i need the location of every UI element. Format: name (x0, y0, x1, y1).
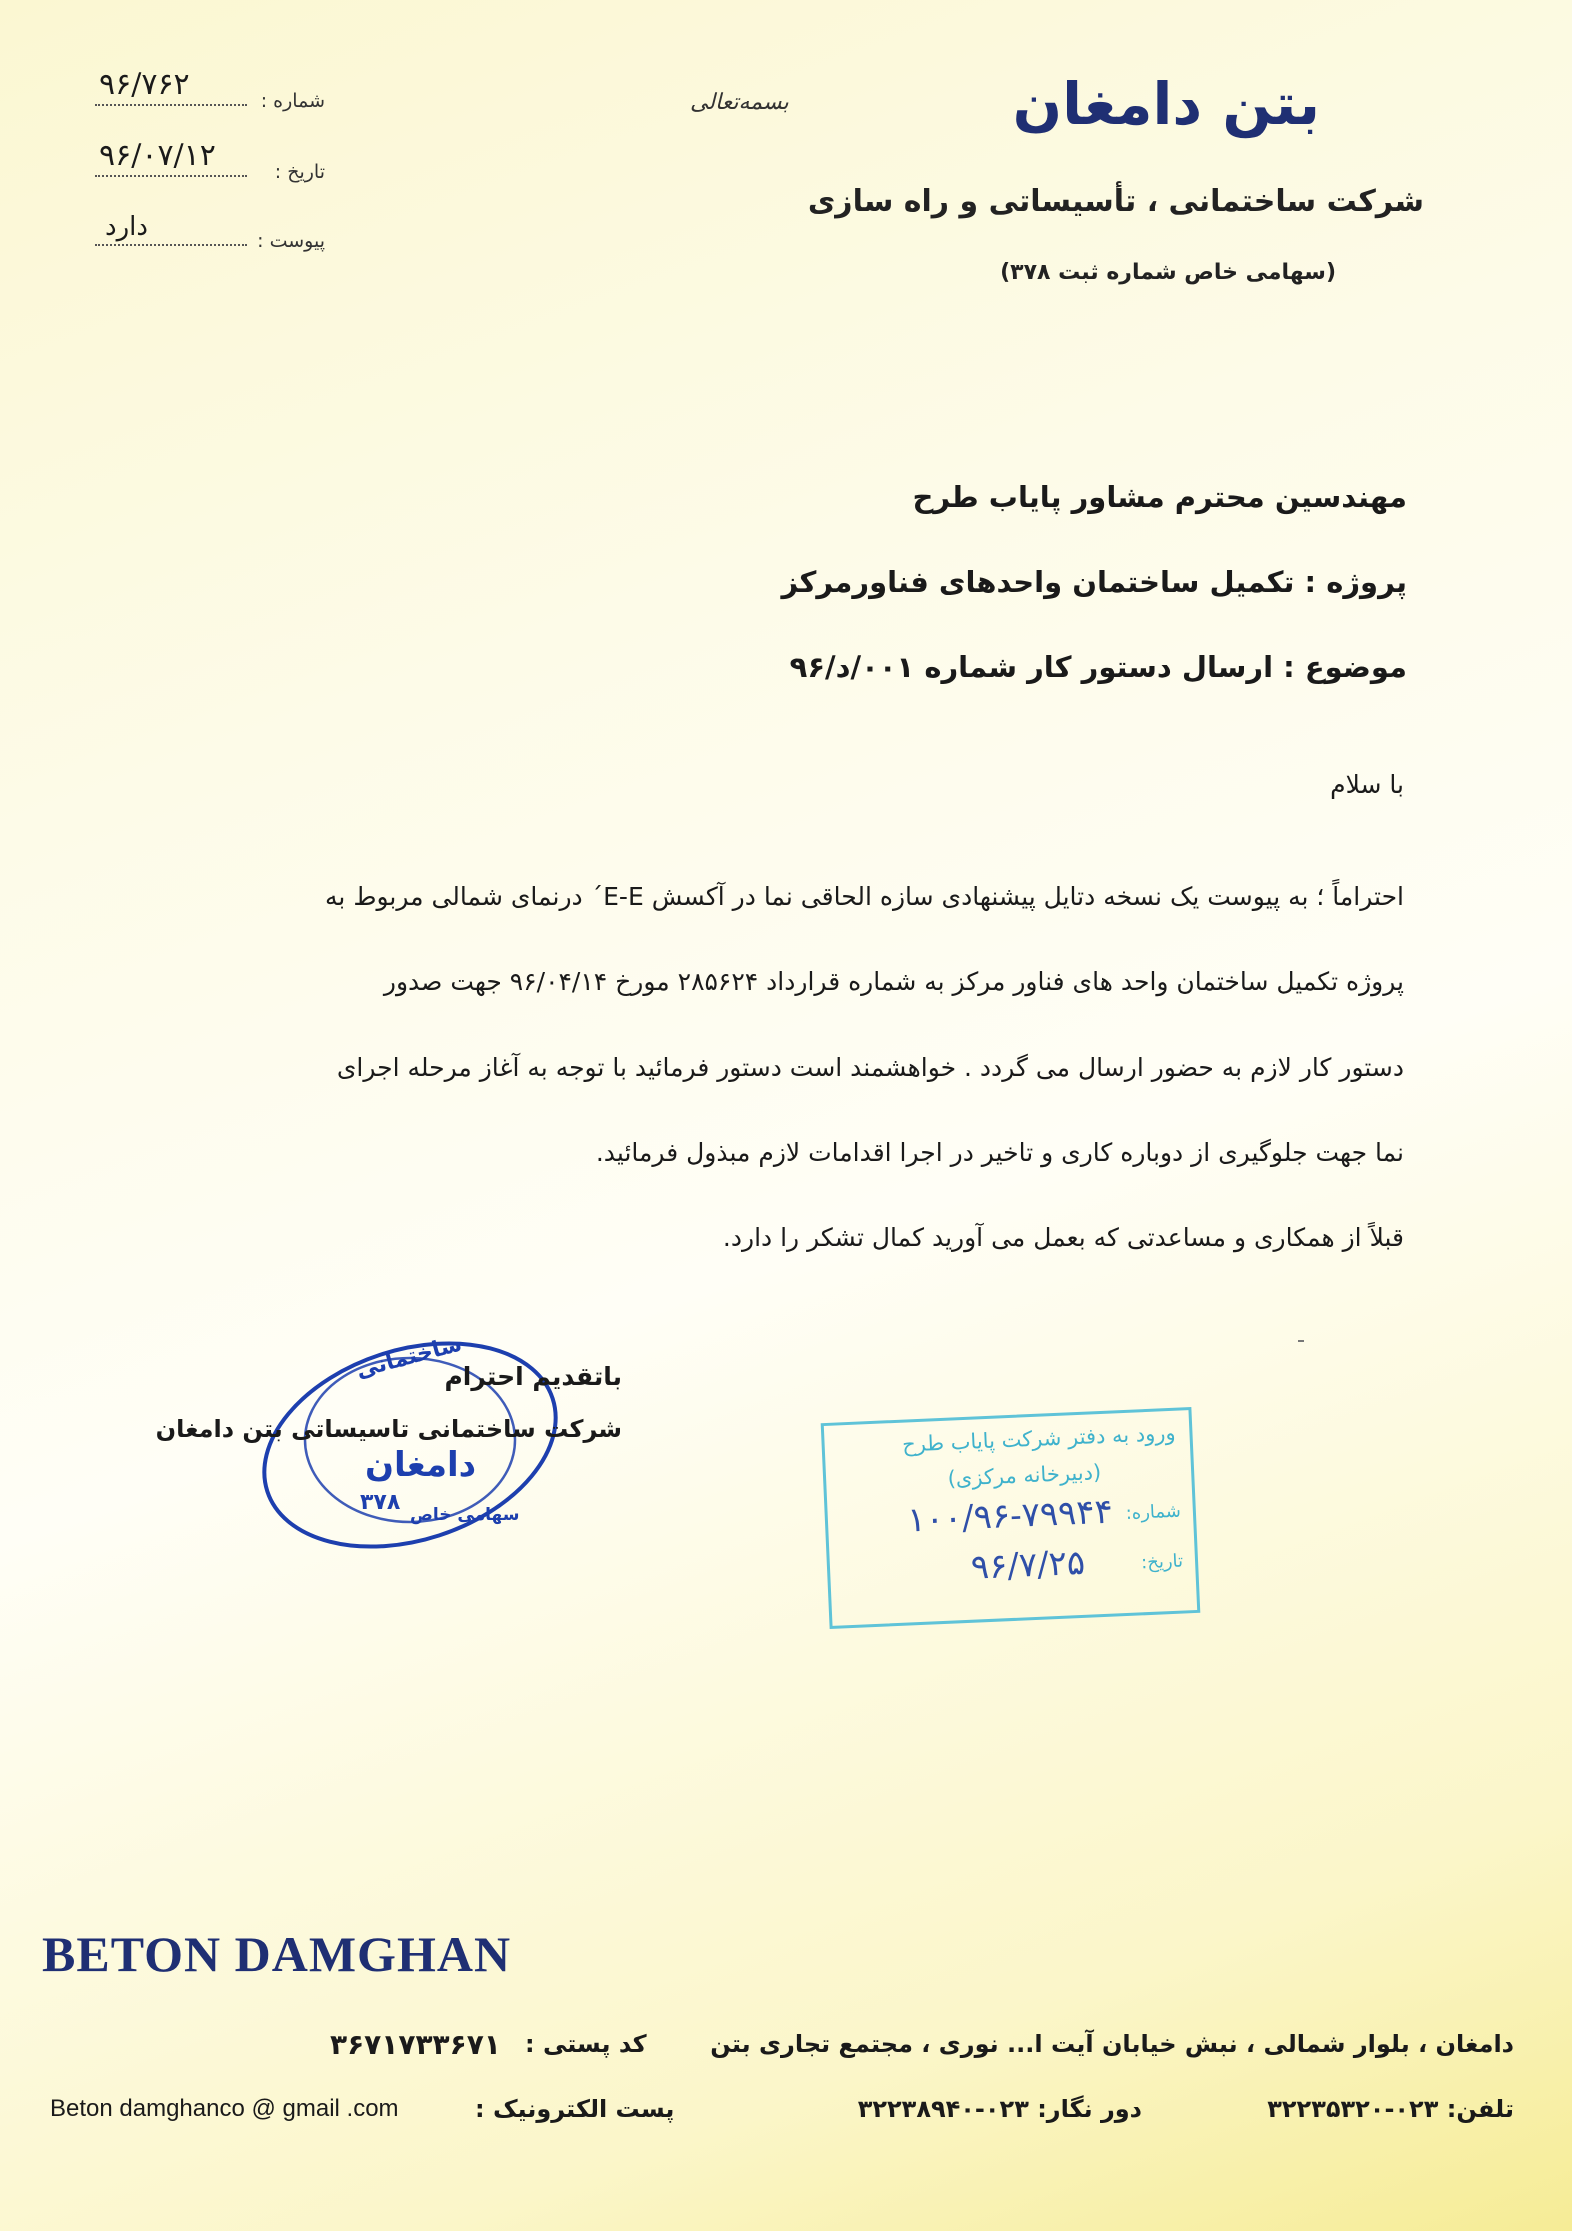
closing: باتقدیم احترام (444, 1362, 622, 1391)
fax: دور نگار: ۰۲۳-۳۲۲۳۸۹۴۰ (857, 2095, 1142, 2123)
letter-number-row (95, 67, 325, 112)
company-seal (245, 1325, 575, 1565)
recipient: مهندسین محترم مشاور پایاب طرح (912, 480, 1407, 514)
body-line-1: احتراماً ؛ به پیوست یک نسخه دتایل پیشنهادی سازه الحاقی نما در آکسش E-E´ درنمای شمالی مربوط به (325, 882, 1404, 911)
letter-number-value: ۹۶/۷۶۲ (99, 67, 190, 102)
seal-text-4: سهامی خاص (410, 1505, 520, 1525)
seal-text-2: دامغان (365, 1445, 477, 1485)
greeting: با سلام (1330, 770, 1404, 799)
body-line-5: قبلاً از همکاری و مساعدتی که بعمل می آورید کمال تشکر را دارد. (722, 1223, 1404, 1252)
body-line-3: دستور کار لازم به حضور ارسال می گردد . خواهشمند است دستور فرمائید با توجه به آغاز مرحله اجرای (336, 1053, 1404, 1082)
letter-attachment-label: پیوست : (257, 230, 325, 252)
company-registration: (سهامی خاص شماره ثبت ۳۷۸) (1000, 260, 1336, 285)
dotted-line (95, 104, 247, 106)
subject-line: موضوع : ارسال دستور کار شماره ۰۰۱/د/۹۶ (789, 650, 1407, 684)
stamp-number-label: شماره: (1125, 1500, 1182, 1524)
letter-number-label: شماره : (260, 90, 325, 112)
seal-text-1: ساختمانی (353, 1331, 465, 1384)
stamp-title: ورود به دفتر شرکت پایاب طرح (901, 1420, 1176, 1457)
letter-date-label: تاریخ : (274, 161, 325, 183)
email-label: پست الکترونیک : (475, 2095, 675, 2123)
company-title: شرکت ساختمانی ، تأسیساتی و راه سازی (807, 184, 1424, 219)
project-line: پروژه : تکمیل ساختمان واحدهای فناورمرکز (781, 565, 1407, 599)
basmala: بسمه‌تعالی (690, 90, 789, 115)
postal-code-value: ۳۶۷۱۷۳۳۶۷۱ (330, 2028, 501, 2061)
body-line-2: پروژه تکمیل ساختمان واحد های فناور مرکز به شماره قرارداد ۲۸۵۶۲۴ مورخ ۹۶/۰۴/۱۴ جهت صدور (383, 967, 1404, 996)
seal-text-3: ۳۷۸ (360, 1490, 401, 1515)
brand-logo-fa: بتن دامغان (1012, 70, 1320, 138)
stamp-subtitle: (دبیرخانه مرکزی) (947, 1460, 1102, 1491)
signatory: شرکت ساختمانی تاسیساتی بتن دامغان (155, 1415, 622, 1443)
letter-date-value: ۹۶/۰۷/۱۲ (99, 138, 216, 173)
letter-attachment-row (95, 212, 325, 252)
brand-logo-en: BETON DAMGHAN (42, 1926, 512, 1982)
margin-mark (1298, 1340, 1304, 1342)
telephone: تلفن: ۰۲۳-۳۲۲۳۵۳۲۰ (1267, 2095, 1514, 2123)
letter-attachment-value: دارد (105, 212, 148, 242)
address: دامغان ، بلوار شمالی ، نبش خیابان آیت ا... نوری ، مجتمع تجاری بتن (710, 2030, 1514, 2058)
stamp-date-value: ۹۶/۷/۲۵ (970, 1542, 1086, 1588)
dotted-line (95, 175, 247, 177)
stamp-number-value: ۱۰۰/۹۶-۷۹۹۴۴ (906, 1491, 1114, 1541)
postal-code-label: کد پستی : (525, 2030, 647, 2058)
receipt-stamp (821, 1407, 1201, 1629)
stamp-date-label: تاریخ: (1140, 1550, 1184, 1574)
dotted-line (95, 244, 247, 246)
body-line-4: نما جهت جلوگیری از دوباره کاری و تاخیر در اجرا اقدامات لازم مبذول فرمائید. (595, 1138, 1404, 1167)
email-value: Beton damghanco @ gmail .com (50, 2095, 399, 2122)
letter-date-row (95, 138, 325, 183)
